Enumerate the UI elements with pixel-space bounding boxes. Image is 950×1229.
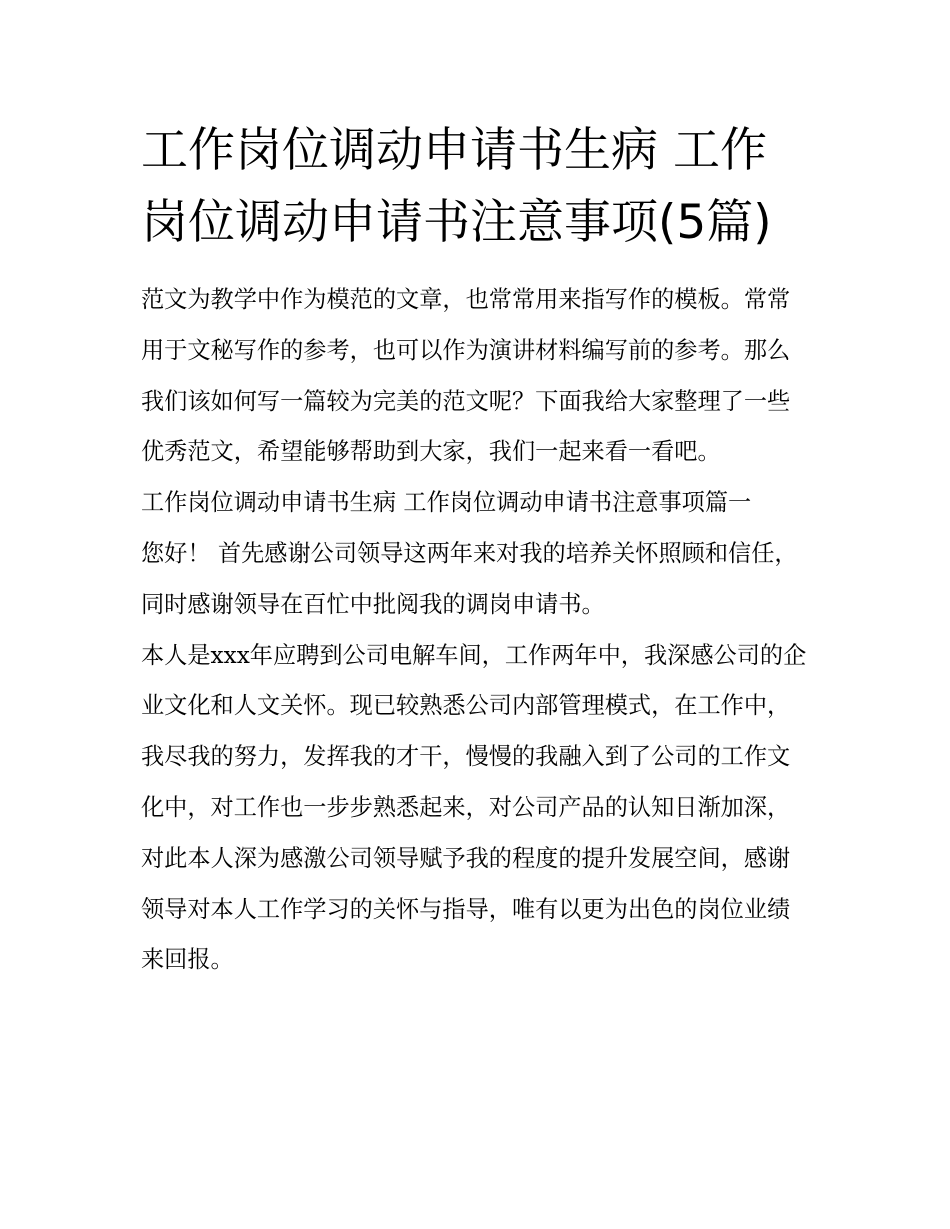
document-body <box>141 275 813 986</box>
section-heading-paragraph: 工作岗位调动申请书生病 工作岗位调动申请书注意事项篇一 <box>141 489 752 517</box>
document-content <box>141 115 813 986</box>
greeting-paragraph: 您好！ 首先感谢公司领导这两年来对我的培养关怀照顾和信任，同时感谢领导在百忙中批阅我的调岗申请书。 <box>141 539 798 618</box>
body-paragraph: 本人是xxx年应聘到公司电解车间，工作两年中，我深感公司的企业文化和人文关怀。现已较熟悉公司内部管理模式，在工作中，我尽我的努力，发挥我的才干，慢慢的我融入到了公司的工作文化中，对工作也一步步熟悉起来，对公司产品的认知日渐加深，对此本人深为感激公司领导赋予我的程度的提升发展空间，感谢领导对本人工作学习的关怀与指导，唯有以更为出色的岗位业绩来回报。 <box>141 641 807 974</box>
document-title: 工作岗位调动申请书生病 工作岗位调动申请书注意事项(5篇) <box>141 123 772 250</box>
intro-paragraph: 范文为教学中作为模范的文章，也常常用来指写作的模板。常常用于文秘写作的参考，也可以作为演讲材料编写前的参考。那么我们该如何写一篇较为完美的范文呢？下面我给大家整理了一些优秀范文，希望能够帮助到大家，我们一起来看一看吧。 <box>141 286 791 466</box>
